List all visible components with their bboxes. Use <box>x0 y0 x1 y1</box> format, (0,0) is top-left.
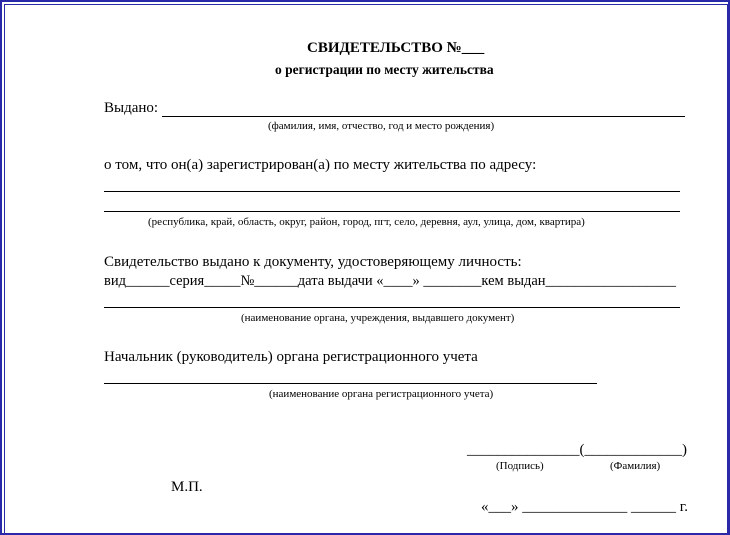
document-subtitle: о регистрации по месту жительства <box>275 62 494 77</box>
address-label: о том, что он(а) зарегистрирован(а) по месту жительства по адресу: <box>104 157 537 173</box>
surname-hint: (Фамилия) <box>610 460 661 472</box>
signature-line[interactable]: _______________(_____________) <box>467 442 687 458</box>
issuing-authority-field-line[interactable] <box>104 307 680 308</box>
issued-to-field-line[interactable] <box>162 116 685 117</box>
identity-doc-hint: (наименование органа, учреждения, выдавшего документ) <box>241 312 515 324</box>
authority-field-line[interactable] <box>104 383 597 384</box>
date-line[interactable]: «___» ______________ ______ г. <box>481 499 688 515</box>
identity-doc-fields[interactable]: вид______серия_____№______дата выдачи «____» ________кем выдан__________________ <box>104 273 677 289</box>
identity-doc-label: Свидетельство выдано к документу, удостоверяющему личность: <box>104 254 522 270</box>
issued-to-label: Выдано: <box>104 100 159 116</box>
signature-hint: (Подпись) <box>496 460 544 472</box>
authority-hint: (наименование органа регистрационного учета) <box>269 388 494 400</box>
address-field-line-1[interactable] <box>104 191 680 192</box>
authority-label: Начальник (руководитель) органа регистрационного учета <box>104 349 478 365</box>
stamp-placeholder: М.П. <box>171 479 203 495</box>
address-hint: (республика, край, область, округ, район, город, пгт, село, деревня, аул, улица, дом, квартира) <box>148 216 585 228</box>
document-title: СВИДЕТЕЛЬСТВО №___ <box>307 40 485 56</box>
address-field-line-2[interactable] <box>104 211 680 212</box>
issued-to-hint: (фамилия, имя, отчество, год и место рождения) <box>268 120 495 132</box>
